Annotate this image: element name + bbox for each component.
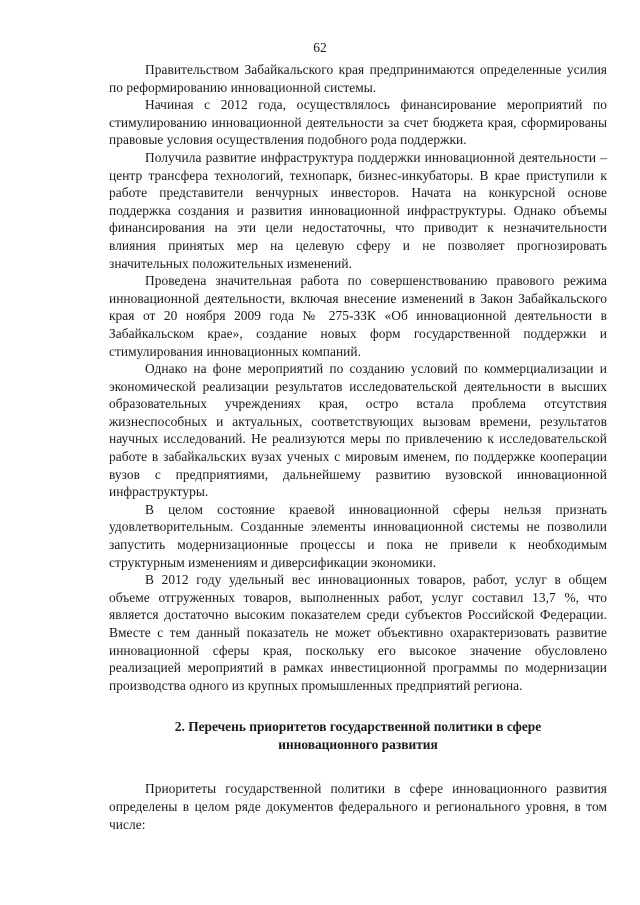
paragraph-overall-state: В целом состояние краевой инновационной сферы нельзя признать удовлетворительным. Созданные элементы инновационной системы не позволили запустить модернизационные процессы и пока не привели к необходимым структурным изменениям и диверсификации экономики. — [109, 501, 607, 570]
paragraph-infrastructure: Получила развитие инфраструктура поддержки инновационной деятельности – центр трансфера технологий, технопарк, бизнес-инкубаторы. В крае приступили к работе представители венчурных инвесторов. Начата на конкурсной основе поддержка создания и развития инновационной инфраструктуры. Однако объемы финансирования на эти цели недостаточны, что приводит к незначительности влияния принятых мер на целевую сферу и не позволяет прогнозировать значительных положительных изменений. — [109, 149, 607, 271]
paragraph-priorities: Приоритеты государственной политики в сфере инновационного развития определены в целом ряде документов федерального и регионального уровня, в том числе: — [109, 781, 607, 832]
section-heading: 2. Перечень приоритетов государственной политики в сфере инновационного развития — [174, 719, 542, 753]
page-number: 62 — [313, 40, 327, 55]
paragraph-reform-efforts: Правительством Забайкальского края предпринимаются определенные усилия по реформированию инновационной системы. — [109, 62, 607, 95]
paragraph-share-2012: В 2012 году удельный вес инновационных товаров, работ, услуг в общем объеме отгруженных товаров, выполненных работ, услуг составил 13,7 %, что является достаточно высоким показателем среди субъектов Российской Федерации. Вместе с тем данный показатель не может объективно охарактеризовать развитие инновационной сферы края, поскольку его высокое значение обусловлено реализацией мероприятий в рамках инвестиционной программы по модернизации производства одного из крупных промышленных предприятий региона. — [109, 572, 607, 693]
document-body — [109, 61, 607, 833]
paragraph-commercialization: Однако на фоне мероприятий по созданию условий по коммерциализации и экономической реализации результатов исследовательской деятельности в высших образовательных учреждениях края, остро встала проблема отсутствия жизнеспособных и актуальных, соответствующих вызовам времени, результатов научных исследований. Не реализуются меры по привлечению к исследовательской работе в забайкальских вузах ученых с мировым именем, по поддержке кооперации вузов с предприятиями, дальнейшему развитию вузовской инновационной инфраструктуры. — [109, 361, 607, 500]
paragraph-legal-regime: Проведена значительная работа по совершенствованию правового режима инновационной деятельности, включая внесение изменений в Закон Забайкальского края от 20 ноября 2009 года № 275-ЗЗК «Об инновационной деятельности в Забайкальском крае», создание новых форм государственной поддержки и стимулирования инновационных компаний. — [109, 273, 607, 359]
paragraph-financing-since-2012: Начиная с 2012 года, осуществлялось финансирование мероприятий по стимулированию инновационной деятельности за счет бюджета края, сформированы правовые условия осуществления подобного рода поддержки. — [109, 97, 607, 148]
